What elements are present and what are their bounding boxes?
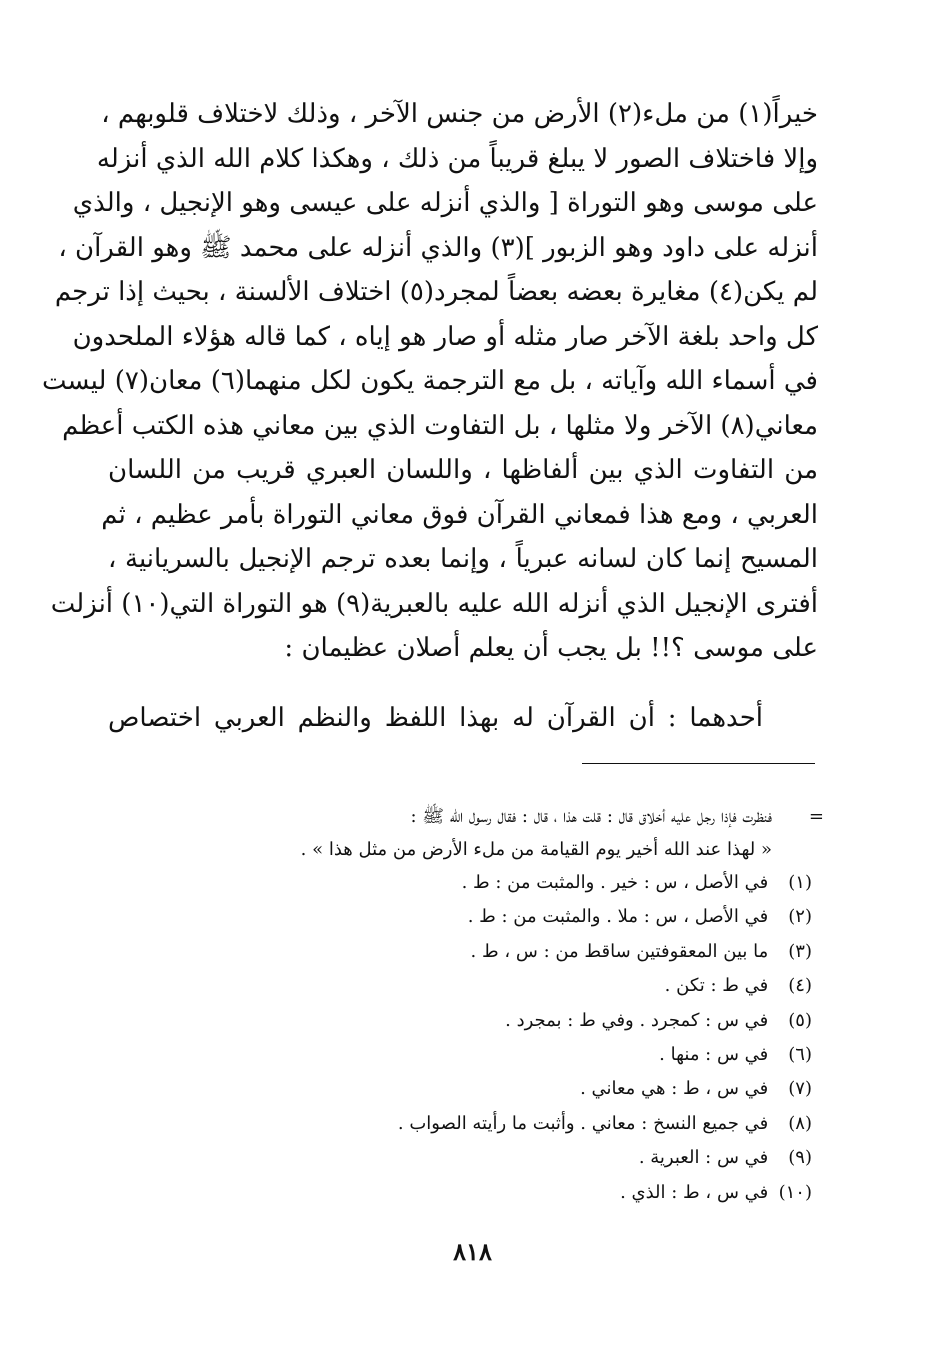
- footnote-item: [112, 866, 812, 900]
- text-line: كل واحد بلغة الآخر صار مثله أو صار هو إياه ، كما قاله هؤلاء الملحدون: [72, 321, 818, 352]
- text-line: في أسماء الله وآياته ، بل مع الترجمة يكون لكل منهما(٦) معان(٧) ليست: [41, 366, 818, 396]
- footnote-number: (١٠): [778, 1181, 812, 1203]
- footnote-item: [112, 1072, 812, 1106]
- footnote-number: (٩): [788, 1147, 812, 1169]
- footnote-item: [112, 900, 812, 934]
- footnote-text: في ط : تكن .: [664, 975, 769, 997]
- footnote-item: [112, 1038, 812, 1072]
- text-line: المسيح إنما كان لسانه عبرياً ، وإنما بعده ترجم الإنجيل بالسريانية ،: [108, 544, 818, 574]
- footnote-item: [112, 1004, 812, 1038]
- footnote-text: في س ، ط : الذي .: [620, 1181, 769, 1203]
- footnote-divider: [582, 763, 815, 764]
- footnote-item: [112, 935, 812, 969]
- footnotes: [112, 800, 824, 1210]
- text-line: العربي ، ومع هذا فمعاني القرآن فوق معاني التوراة بأمر عظيم ، ثم: [101, 499, 818, 530]
- text-line: من التفاوت الذي بين ألفاظها ، واللسان العبري قريب من اللسان: [108, 455, 818, 485]
- footnote-text: في س : منها .: [659, 1044, 769, 1066]
- footnote-number: (٣): [788, 940, 812, 962]
- continuation-line: « لهذا عند الله أخير يوم القيامة من ملء الأرض من مثل هذا » .: [300, 839, 772, 860]
- footnote-number: (٨): [788, 1112, 812, 1134]
- footnote-number: (٦): [788, 1044, 812, 1066]
- footnote-number: (١): [788, 872, 812, 893]
- text-line: على موسى وهو التوراة [ والذي أنزله على عيسى وهو الإنجيل ، والذي: [72, 188, 818, 218]
- footnote-text: في الأصل ، س : ملا . والمثبت من : ط .: [467, 906, 769, 928]
- text-line: خيراً(١) من ملء(٢) الأرض من جنس الآخر ، وذلك لاختلاف قلوبهم ،: [101, 99, 818, 129]
- footnote-text: في س : كمجرد . وفي ط : بمجرد .: [505, 1009, 769, 1031]
- section-heading-line: أحدهما : أن القرآن له بهذا اللفظ والنظم العربي اختصاص: [108, 703, 763, 733]
- continuation-marker: =: [808, 806, 824, 827]
- footnote-text: في س ، ط : هي معاني .: [580, 1078, 769, 1100]
- footnote-text: في الأصل ، س : خير . والمثبت من : ط .: [461, 872, 769, 893]
- main-text: [41, 92, 818, 671]
- text-line: وإلا فاختلاف الصور لا يبلغ قريباً من ذلك ، وهكذا كلام الله الذي أنزله: [96, 143, 818, 174]
- footnote-continuation: [112, 800, 824, 866]
- footnote-item: [112, 969, 812, 1003]
- footnote-text: في س : العبرية .: [638, 1147, 769, 1169]
- footnote-text: ما بين المعقوفتين ساقط من : س ، ط .: [470, 940, 769, 962]
- text-line-last: على موسى ؟!! بل يجب أن يعلم أصلان عظيمان :: [284, 633, 818, 663]
- continuation-line: فنظرت فإذا رجل عليه أخلاق قال : قلت هذا ، قال : فقال رسول الله ﷺ :: [410, 806, 772, 827]
- text-line: معاني(٨) الآخر ولا مثلها ، بل التفاوت الذي بين معاني هذه الكتب أعظم: [62, 410, 818, 441]
- text-line: لم يكن(٤) مغايرة بعضه بعضاً لمجرد(٥) اختلاف الألسنة ، بحيث إذا ترجم: [54, 277, 818, 307]
- footnote-item: [112, 1141, 812, 1175]
- page-number: ٨١٨: [453, 1237, 492, 1266]
- footnote-number: (٤): [788, 975, 812, 997]
- footnote-item: [112, 1176, 812, 1210]
- footnote-number: (٢): [788, 906, 812, 928]
- footnote-text: في جميع النسخ : معاني . وأثبت ما رأيته الصواب .: [397, 1112, 769, 1134]
- footnote-item: [112, 1107, 812, 1141]
- text-line: أفترى الإنجيل الذي أنزله الله عليه بالعبرية(٩) هو التوراة التي(١٠) أنزلت: [50, 588, 818, 619]
- footnote-number: (٥): [788, 1009, 812, 1031]
- text-line: أنزله على داود وهو الزبور ](٣) والذي أنزله على محمد ﷺ وهو القرآن ،: [58, 232, 818, 263]
- footnote-number: (٧): [788, 1078, 812, 1100]
